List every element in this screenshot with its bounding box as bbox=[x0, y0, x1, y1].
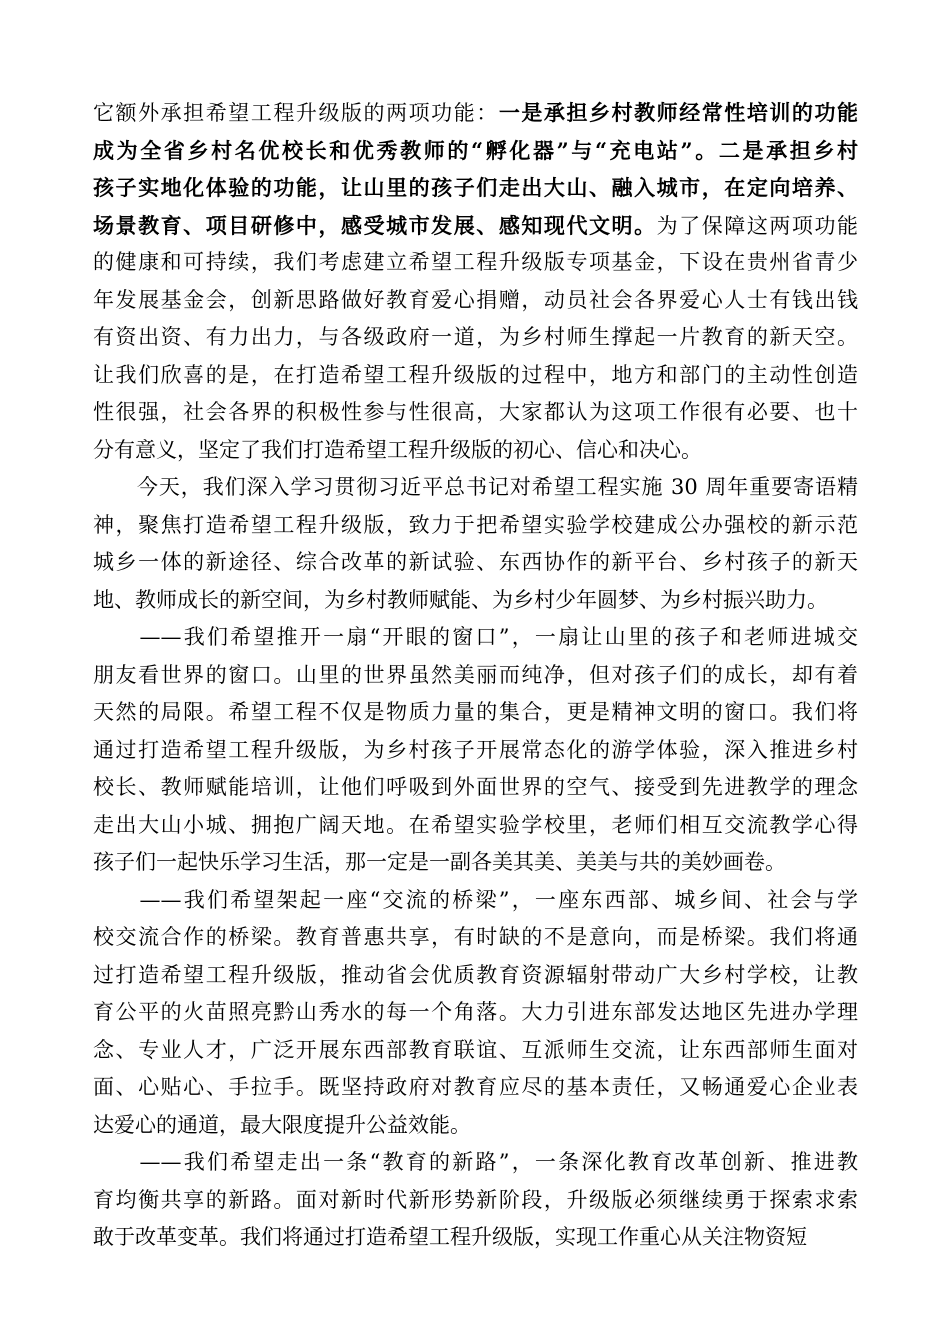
paragraph bbox=[93, 94, 858, 469]
text-segment: 性很强，社会各界的积极性参与性很高，大家都认为这项工作很有必要、也十 bbox=[93, 400, 858, 424]
text-segment: 有资出资、有力出力，与各级政府一道，为乡村师生撑起一片教育的新天空。 bbox=[93, 325, 858, 349]
text-line bbox=[93, 544, 858, 582]
text-line bbox=[93, 619, 858, 657]
text-line bbox=[93, 1144, 858, 1182]
text-segment: 达爱心的通道，最大限度提升公益效能。 bbox=[93, 1112, 471, 1137]
text-segment: 校长、教师赋能培训，让他们呼吸到外面世界的空气、接受到先进教学的理念 bbox=[93, 775, 858, 799]
text-line bbox=[93, 957, 858, 995]
text-line bbox=[93, 1069, 858, 1107]
document-page bbox=[93, 94, 858, 1257]
text-segment: 分有意义，坚定了我们打造希望工程升级版的初心、信心和决心。 bbox=[93, 437, 702, 462]
text-line bbox=[93, 844, 858, 882]
text-line bbox=[93, 1032, 858, 1070]
bold-text-segment: 成为全省乡村名优校长和优秀教师的“孵化器”与“充电站”。二是承担乡村 bbox=[93, 137, 858, 163]
text-segment: ——我们希望架起一座“交流的桥梁”，一座东西部、城乡间、社会与学 bbox=[93, 887, 858, 912]
text-segment: 校交流合作的桥梁。教育普惠共享，有时缺的不是意向，而是桥梁。我们将通 bbox=[93, 925, 858, 949]
text-line bbox=[93, 1107, 858, 1145]
text-segment: 的健康和可持续，我们考虑建立希望工程升级版专项基金，下设在贵州省青少 bbox=[93, 250, 858, 274]
text-line bbox=[93, 394, 858, 432]
text-line bbox=[93, 469, 858, 507]
text-segment: 敢于改革变革。我们将通过打造希望工程升级版，实现工作重心从关注物资短 bbox=[93, 1225, 807, 1249]
text-segment: 城乡一体的新途径、综合改革的新试验、东西协作的新平台、乡村孩子的新天 bbox=[93, 550, 858, 574]
text-line bbox=[93, 169, 858, 207]
text-line bbox=[93, 1182, 858, 1220]
paragraph bbox=[93, 1144, 858, 1257]
paragraph bbox=[93, 469, 858, 619]
bold-text-segment: 一是承担乡村教师经常性培训的功能 bbox=[498, 100, 858, 125]
text-line bbox=[93, 582, 858, 620]
text-segment: 年发展基金会，创新思路做好教育爱心捐赠，动员社会各界爱心人士有钱出钱 bbox=[93, 287, 858, 312]
text-line bbox=[93, 1219, 858, 1257]
text-line bbox=[93, 657, 858, 695]
text-line bbox=[93, 732, 858, 770]
text-segment: 育公平的火苗照亮黔山秀水的每一个角落。大力引进东部发达地区先进办学理 bbox=[93, 1000, 858, 1024]
text-segment: 朋友看世界的窗口。山里的世界虽然美丽而纯净，但对孩子们的成长，却有着 bbox=[93, 662, 858, 687]
text-line bbox=[93, 882, 858, 920]
text-segment: 它额外承担希望工程升级版的两项功能： bbox=[93, 101, 499, 125]
text-segment: 地、教师成长的新空间，为乡村教师赋能、为乡村少年圆梦、为乡村振兴助力。 bbox=[93, 587, 828, 612]
text-line bbox=[93, 432, 858, 470]
text-segment: 过打造希望工程升级版，推动省会优质教育资源辐射带动广大乡村学校，让教 bbox=[93, 962, 858, 987]
text-segment: ——我们希望推开一扇“开眼的窗口”，一扇让山里的孩子和老师进城交 bbox=[93, 625, 858, 649]
text-segment: 通过打造希望工程升级版，为乡村孩子开展常态化的游学体验，深入推进乡村 bbox=[93, 737, 858, 762]
bold-text-segment: 场景教育、项目研修中，感受城市发展、感知现代文明。 bbox=[93, 212, 657, 238]
text-line bbox=[93, 919, 858, 957]
text-segment: 让我们欣喜的是，在打造希望工程升级版的过程中，地方和部门的主动性创造 bbox=[93, 362, 858, 387]
text-line bbox=[93, 807, 858, 845]
text-segment: 为了保障这两项功能 bbox=[656, 213, 858, 238]
bold-text-segment: 孩子实地化体验的功能，让山里的孩子们走出大山、融入城市，在定向培养、 bbox=[93, 175, 858, 200]
text-line bbox=[93, 207, 858, 245]
text-line bbox=[93, 694, 858, 732]
text-line bbox=[93, 282, 858, 320]
text-segment: 面、心贴心、手拉手。既坚持政府对教育应尽的基本责任，又畅通爱心企业表 bbox=[93, 1075, 858, 1099]
text-line bbox=[93, 244, 858, 282]
text-line bbox=[93, 507, 858, 545]
text-segment: 走出大山小城、拥抱广阔天地。在希望实验学校里，老师们相互交流教学心得 bbox=[93, 812, 858, 837]
text-line bbox=[93, 94, 858, 132]
text-line bbox=[93, 769, 858, 807]
text-line bbox=[93, 994, 858, 1032]
text-segment: 今天，我们深入学习贯彻习近平总书记对希望工程实施 30 周年重要寄语精 bbox=[93, 475, 858, 499]
text-line bbox=[93, 319, 858, 357]
text-segment: 育均衡共享的新路。面对新时代新形势新阶段，升级版必须继续勇于探索求索 bbox=[93, 1187, 858, 1212]
text-line bbox=[93, 357, 858, 395]
text-segment: 天然的局限。希望工程不仅是物质力量的集合，更是精神文明的窗口。我们将 bbox=[93, 700, 858, 724]
text-segment: ——我们希望走出一条“教育的新路”，一条深化教育改革创新、推进教 bbox=[93, 1150, 858, 1174]
text-segment: 孩子们一起快乐学习生活，那一定是一副各美其美、美美与共的美妙画卷。 bbox=[93, 850, 786, 874]
paragraph bbox=[93, 882, 858, 1145]
text-segment: 念、专业人才，广泛开展东西部教育联谊、互派师生交流，让东西部师生面对 bbox=[93, 1037, 858, 1062]
text-line bbox=[93, 132, 858, 170]
paragraph bbox=[93, 619, 858, 882]
text-segment: 神，聚焦打造希望工程升级版，致力于把希望实验学校建成公办强校的新示范 bbox=[93, 512, 858, 537]
